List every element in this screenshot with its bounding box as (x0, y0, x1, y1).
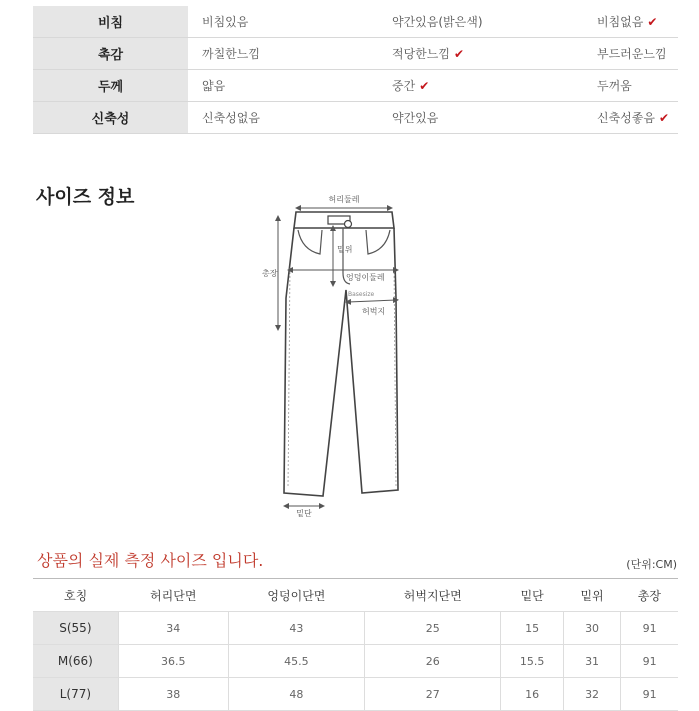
diagram-label-rise: 밑위 (337, 245, 353, 254)
diagram-label-hem: 밑단 (296, 509, 312, 518)
property-option: 까칠한느낌 (188, 38, 362, 70)
header-cell: 총장 (621, 579, 678, 612)
value-cell: 43 (228, 612, 364, 645)
size-cell: S(55) (33, 612, 118, 645)
size-info-title: 사이즈 정보 (36, 186, 135, 208)
check-icon: ✔ (453, 47, 465, 61)
value-cell: 32 (563, 678, 620, 711)
check-icon: ✔ (647, 15, 658, 29)
table-row (33, 645, 678, 678)
value-cell: 26 (365, 645, 501, 678)
diagram-label-waist: 허리둘레 (328, 195, 360, 204)
property-option-selected: 비침없음 ✔ (557, 6, 678, 38)
property-label: 촉감 (33, 38, 188, 70)
value-cell: 15 (501, 612, 564, 645)
property-option-selected: 적당한느낌 ✔ (362, 38, 557, 70)
check-icon: ✔ (658, 111, 670, 125)
header-cell: 호칭 (33, 579, 118, 612)
value-cell: 48 (228, 678, 364, 711)
value-cell: 31 (563, 645, 620, 678)
property-row-thickness (33, 70, 678, 102)
diagram-label-hip: 엉덩이둘레 (346, 273, 385, 282)
value-cell: 30 (563, 612, 620, 645)
check-icon: ✔ (419, 79, 430, 93)
property-row-sheerness (33, 6, 678, 38)
value-cell: 27 (365, 678, 501, 711)
value-cell: 36.5 (118, 645, 228, 678)
value-cell: 45.5 (228, 645, 364, 678)
header-cell: 허벅지단면 (365, 579, 501, 612)
value-cell: 15.5 (501, 645, 564, 678)
diagram-label-thigh: 허벅지 (362, 307, 386, 316)
table-row (33, 612, 678, 645)
header-cell: 밑위 (563, 579, 620, 612)
header-cell: 밑단 (501, 579, 564, 612)
header-cell: 허리단면 (118, 579, 228, 612)
property-row-stretch (33, 102, 678, 134)
property-label: 두께 (33, 70, 188, 102)
value-cell: 34 (118, 612, 228, 645)
property-option-selected: 신축성좋음 ✔ (557, 102, 678, 134)
fabric-properties-table (33, 6, 678, 134)
pants-diagram (250, 188, 440, 523)
diagram-label-extra: Basesize (348, 291, 375, 298)
table-row (33, 678, 678, 711)
size-cell: L(77) (33, 678, 118, 711)
diagram-label-length: 총장 (262, 269, 278, 278)
size-cell: M(66) (33, 645, 118, 678)
size-table-header (33, 579, 678, 612)
property-option: 신축성없음 (188, 102, 362, 134)
value-cell: 91 (621, 678, 678, 711)
value-cell: 38 (118, 678, 228, 711)
unit-label: (단위:CM) (626, 558, 677, 571)
value-cell: 91 (621, 645, 678, 678)
property-option: 약간있음(밝은색) (362, 6, 557, 38)
property-option-selected: 중간 ✔ (362, 70, 557, 102)
property-option: 두꺼움 (557, 70, 678, 102)
property-option: 부드러운느낌 (557, 38, 678, 70)
header-cell: 엉덩이단면 (228, 579, 364, 612)
value-cell: 16 (501, 678, 564, 711)
property-option: 얇음 (188, 70, 362, 102)
value-cell: 25 (365, 612, 501, 645)
property-row-texture (33, 38, 678, 70)
property-label: 신축성 (33, 102, 188, 134)
property-option: 비침있음 (188, 6, 362, 38)
property-label: 비침 (33, 6, 188, 38)
measure-title: 상품의 실제 측정 사이즈 입니다. (37, 551, 264, 570)
size-table (33, 578, 678, 711)
property-option: 약간있음 (362, 102, 557, 134)
value-cell: 91 (621, 612, 678, 645)
pants-outline (284, 228, 398, 496)
